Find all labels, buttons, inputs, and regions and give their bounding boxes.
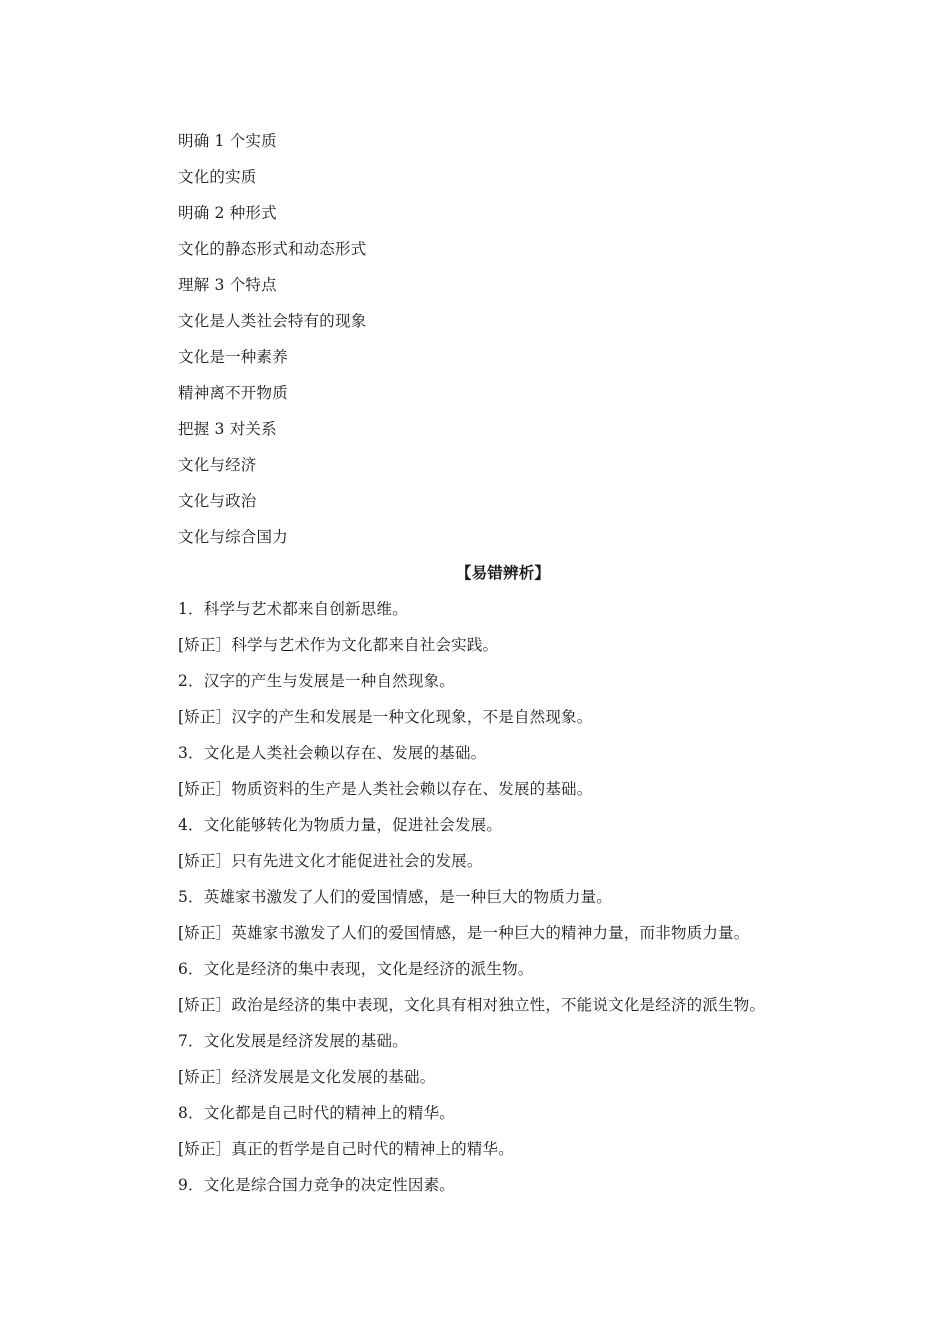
section-title: 【易错辨析】 — [455, 563, 551, 582]
correction-statement: [矫正］只有先进文化才能促进社会的发展。 — [178, 852, 483, 870]
document-content — [178, 123, 828, 1203]
summary-line: 文化与综合国力 — [178, 528, 288, 546]
correction-statement: [矫正］政治是经济的集中表现，文化具有相对独立性，不能说文化是经济的派生物。 — [178, 996, 766, 1014]
summary-line: 文化与政治 — [178, 492, 257, 510]
error-statement: 2．汉字的产生与发展是一种自然现象。 — [178, 672, 455, 690]
error-statement: 5．英雄家书激发了人们的爱国情感，是一种巨大的物质力量。 — [178, 888, 612, 906]
summary-line: 文化的静态形式和动态形式 — [178, 240, 367, 258]
error-statement: 6．文化是经济的集中表现，文化是经济的派生物。 — [178, 960, 534, 978]
summary-line: 文化是人类社会特有的现象 — [178, 312, 367, 330]
correction-statement: [矫正］英雄家书激发了人们的爱国情感，是一种巨大的精神力量，而非物质力量。 — [178, 924, 750, 942]
summary-line: 明确 1 个实质 — [178, 132, 277, 150]
error-statement: 4．文化能够转化为物质力量，促进社会发展。 — [178, 816, 503, 834]
summary-line: 精神离不开物质 — [178, 384, 288, 402]
error-statement: 1．科学与艺术都来自创新思维。 — [178, 600, 408, 618]
summary-line: 文化与经济 — [178, 456, 257, 474]
error-statement: 7．文化发展是经济发展的基础。 — [178, 1032, 408, 1050]
correction-statement: [矫正］经济发展是文化发展的基础。 — [178, 1068, 436, 1086]
error-statement: 9．文化是综合国力竞争的决定性因素。 — [178, 1176, 455, 1194]
summary-line: 文化是一种素养 — [178, 348, 288, 366]
summary-line: 把握 3 对关系 — [178, 420, 277, 438]
summary-line: 理解 3 个特点 — [178, 276, 277, 294]
correction-statement: [矫正］汉字的产生和发展是一种文化现象，不是自然现象。 — [178, 708, 593, 726]
summary-line: 明确 2 种形式 — [178, 204, 277, 222]
summary-line: 文化的实质 — [178, 168, 257, 186]
correction-statement: [矫正］物质资料的生产是人类社会赖以存在、发展的基础。 — [178, 780, 593, 798]
correction-statement: [矫正］科学与艺术作为文化都来自社会实践。 — [178, 636, 499, 654]
error-statement: 8．文化都是自己时代的精神上的精华。 — [178, 1104, 455, 1122]
error-statement: 3．文化是人类社会赖以存在、发展的基础。 — [178, 744, 487, 762]
correction-statement: [矫正］真正的哲学是自己时代的精神上的精华。 — [178, 1140, 514, 1158]
